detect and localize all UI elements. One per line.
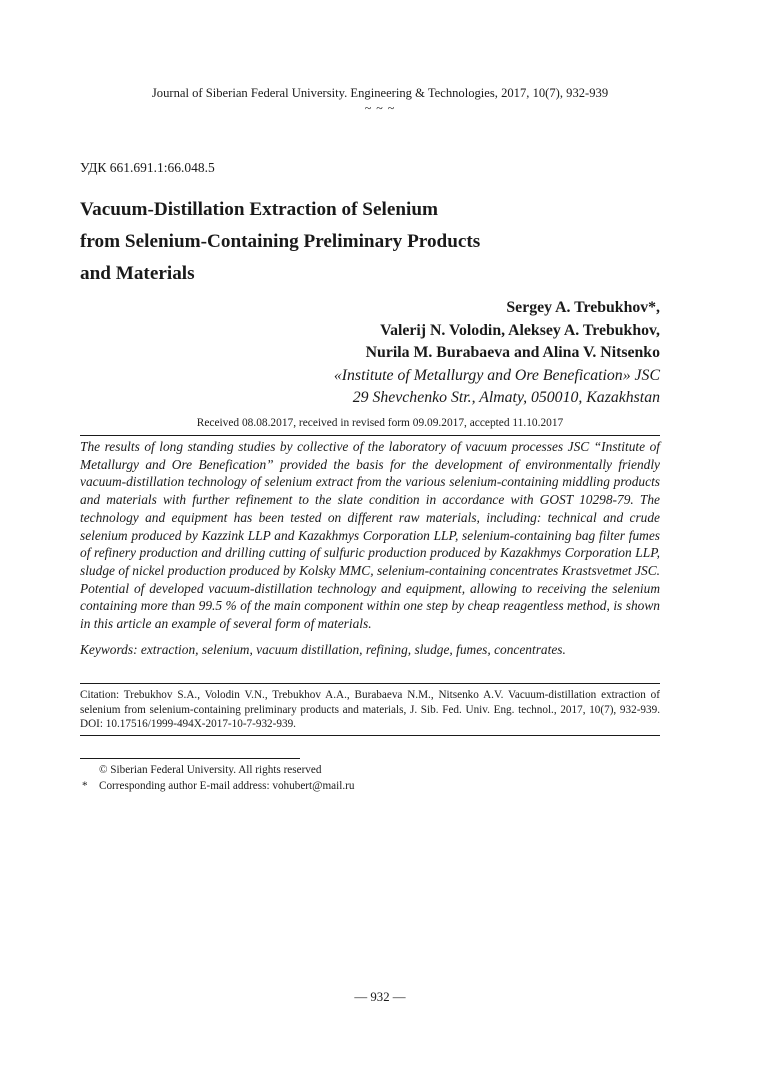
abstract-top-rule [80, 435, 660, 436]
page-number: ― 932 ― [354, 990, 406, 1004]
received-dates: Received 08.08.2017, received in revised form 09.09.2017, accepted 11.10.2017 [196, 417, 564, 429]
header-ornament: ~ ~ ~ [364, 101, 396, 115]
citation-bottom-rule [80, 735, 660, 736]
title-line: Vacuum-Distillation Extraction of Selenium [80, 199, 438, 220]
affiliation-line: 29 Shevchenko Str., Almaty, 050010, Kazakhstan [352, 389, 660, 406]
title-line: from Selenium-Containing Preliminary Products [80, 231, 481, 252]
author-line: Valerij N. Volodin, Aleksey A. Trebukhov, [380, 321, 660, 339]
corresponding-author-footnote: Corresponding author E-mail address: vohubert@mail.ru [99, 780, 355, 792]
keywords: Keywords: extraction, selenium, vacuum distillation, refining, sludge, fumes, concentrates. [80, 641, 566, 657]
affiliation-line: «Institute of Metallurgy and Ore Benefication» JSC [333, 366, 660, 384]
abstract-text: The results of long standing studies by collective of the laboratory of vacuum processes JSC “Institute of Metallurgy and Ore Benefication” provided the basis for the development of environmentally friendly vacuum-distillation technology of selenium extract from the various selenium-containing middling products and materials with further refinement to the slate condition in accordance with GOST 10298-79. The technology and equipment has been tested on different raw materials, including: technical and crude selenium produced by Kazzink LLP and Kazakhmys Corporation LLP, selenium-containing bag filter fumes of refinery production and drilling cutting of sulfuric production produced by Kazakhmys Corporation LLP, sludge of nickel production produced by Kolsky MMC, selenium-containing concentrates Krastsvetmet JSC. Potential of developed vacuum-distillation technology and equipment, allowing to receiving the selenium containing more than 99.5 % of the main component within one step by cheap reagentless method, is shown in this article an example of several form of materials. [80, 439, 660, 632]
abstract [80, 438, 660, 658]
journal-header: Journal of Siberian Federal University. Engineering & Technologies, 2017, 10(7), 932-939 [151, 86, 609, 100]
author-block [334, 297, 660, 410]
footnote-rule [80, 758, 300, 759]
footnote-marker: * [82, 780, 88, 792]
citation: Citation: Trebukhov S.A., Volodin V.N., Trebukhov A.A., Burabaeva N.M., Nitsenko A.V. Vacuum-distillation extraction of selenium from selenium-containing preliminary products and materials, J. Sib. Fed. Univ. Eng. technol., 2017, 10(7), 932-939. DOI: 10.17516/1999-494X-2017-10-7-932-939. [80, 689, 660, 730]
author-line: Sergey A. Trebukhov*, [506, 299, 660, 316]
author-line: Nurila M. Burabaeva and Alina V. Nitsenko [365, 344, 660, 361]
title-line: and Materials [80, 263, 195, 284]
udk-code: УДК 661.691.1:66.048.5 [80, 160, 215, 175]
article-title [80, 194, 480, 290]
citation-top-rule [80, 683, 660, 684]
copyright-footnote: © Siberian Federal University. All rights reserved [99, 764, 322, 776]
